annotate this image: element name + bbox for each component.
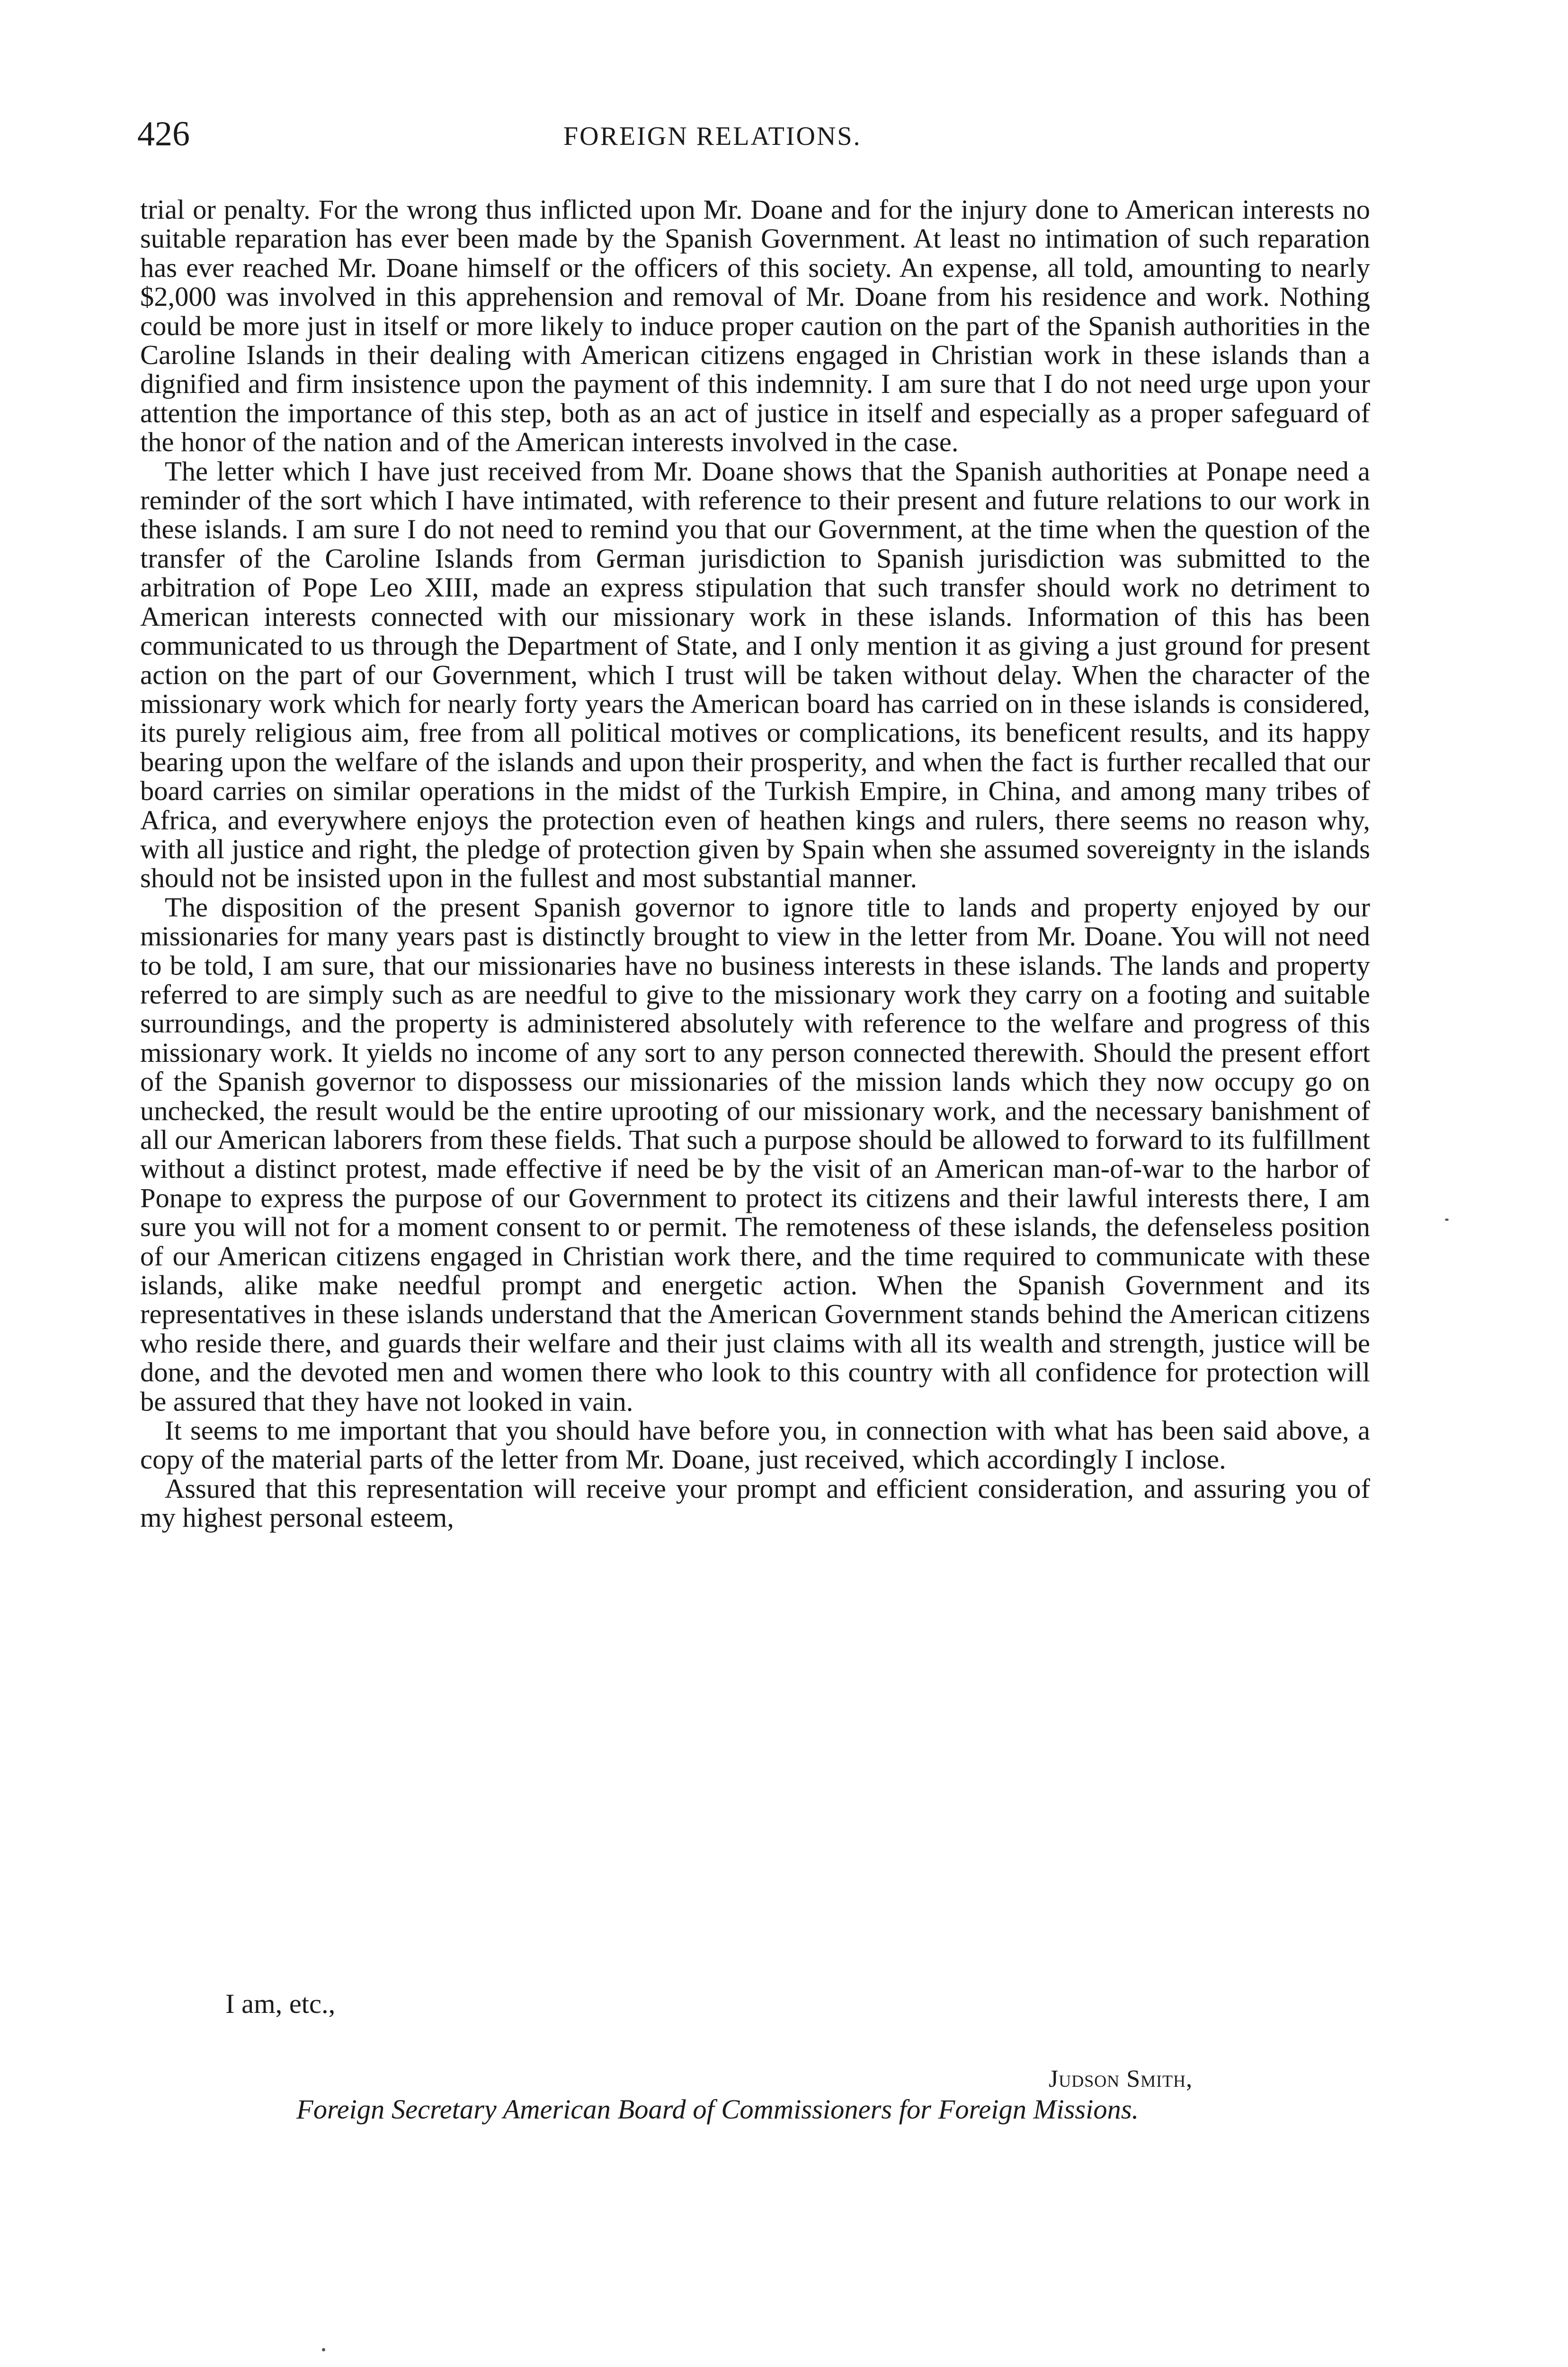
paragraph-4: It seems to me important that you should have before you, in connection with what has been said above, a copy of the material parts of the letter from Mr. Doane, just received, which accordingly I inclose. (140, 1415, 1370, 1475)
letter-body (140, 195, 1370, 1532)
print-speck (322, 2348, 325, 2351)
paragraph-3: The disposition of the present Spanish governor to ignore title to lands and property enjoyed by our missionaries for many years past is distinctly brought to view in the letter from Mr. Doane. You will not need to be told, I am sure, that our missionaries have no business interests in these islands. The lands and property referred to are simply such as are needful to give to the missionary work they carry on a footing and suitable surroundings, and the property is administered absolutely with reference to the welfare and progress of this missionary work. It yields no income of any sort to any person connected therewith. Should the present effort of the Spanish governor to dispossess our missionaries of the mission lands which they now occupy go on unchecked, the result would be the entire uprooting of our missionary work, and the necessary banishment of all our American laborers from these fields. That such a purpose should be allowed to forward to its fulfillment without a distinct protest, made effective if need be by the visit of an American man-of-war to the harbor of Ponape to express the purpose of our Government to protect its citizens and their lawful interests there, I am sure you will not for a moment consent to or permit. The remoteness of these islands, the defenseless position of our American citizens engaged in Christian work there, and the time required to communicate with these islands, alike make needful prompt and energetic action. When the Spanish Government and its representatives in these islands understand that the American Government stands behind the American citizens who reside there, and guards their welfare and their just claims with all its wealth and strength, justice will be done, and the devoted men and women there who look to this country with all confidence for protection will be assured that they have not looked in vain. (140, 891, 1370, 1417)
closing (140, 1989, 1370, 2018)
signature: Judson Smith, (1049, 2065, 1193, 2092)
signer-title: Foreign Secretary American Board of Commissioners for Foreign Missions. (296, 2094, 1139, 2125)
print-speck (1445, 1219, 1449, 1221)
running-head (137, 113, 1368, 155)
paragraph-2: The letter which I have just received from Mr. Doane shows that the Spanish authorities at Ponape need a reminder of the sort which I have intimated, with reference to their present and future relations to our work in these islands. I am sure I do not need to remind you that our Government, at the time when the question of the transfer of the Caroline Islands from German jurisdiction to Spanish jurisdiction was submitted to the arbitration of Pope Leo XIII, made an express stipulation that such transfer should work no detriment to American interests connected with our missionary work in these islands. Information of this has been communicated to us through the Department of State, and I only mention it as giving a just ground for present action on the part of our Government, which I trust will be taken without delay. When the character of the missionary work which for nearly forty years the American board has carried on in these islands is considered, its purely religious aim, free from all political motives or complications, its beneficent results, and its happy bearing upon the welfare of the islands and upon their prosperity, and when the fact is further recalled that our board carries on similar operations in the midst of the Turkish Empire, in China, and among many tribes of Africa, and everywhere enjoys the protection even of heathen kings and rulers, there seems no reason why, with all justice and right, the pledge of protection given by Spain when she assumed sovereignty in the islands should not be insisted upon in the fullest and most substantial manner. (140, 455, 1370, 894)
page-number: 426 (137, 115, 190, 153)
paragraph-5: Assured that this representation will receive your prompt and efficient consideration, and assuring you of my highest personal esteem, (140, 1473, 1370, 1533)
salutation: I am, etc., (225, 1988, 336, 2019)
running-title: FOREIGN RELATIONS. (563, 122, 862, 151)
paragraph-1: trial or penalty. For the wrong thus inflicted upon Mr. Doane and for the injury done to American interests no suitable reparation has ever been made by the Spanish Government. At least no intimation of such reparation has ever reached Mr. Doane himself or the officers of this society. An expense, all told, amounting to nearly $2,000 was involved in this apprehension and removal of Mr. Doane from his residence and work. Nothing could be more just in itself or more likely to induce proper caution on the part of the Spanish authorities in the Caroline Islands in their dealing with American citizens engaged in Christian work in these islands than a dignified and firm insistence upon the payment of this indemnity. I am sure that I do not need urge upon your attention the importance of this step, both as an act of justice in itself and especially as a proper safeguard of the honor of the nation and of the American interests involved in the case. (140, 194, 1370, 458)
